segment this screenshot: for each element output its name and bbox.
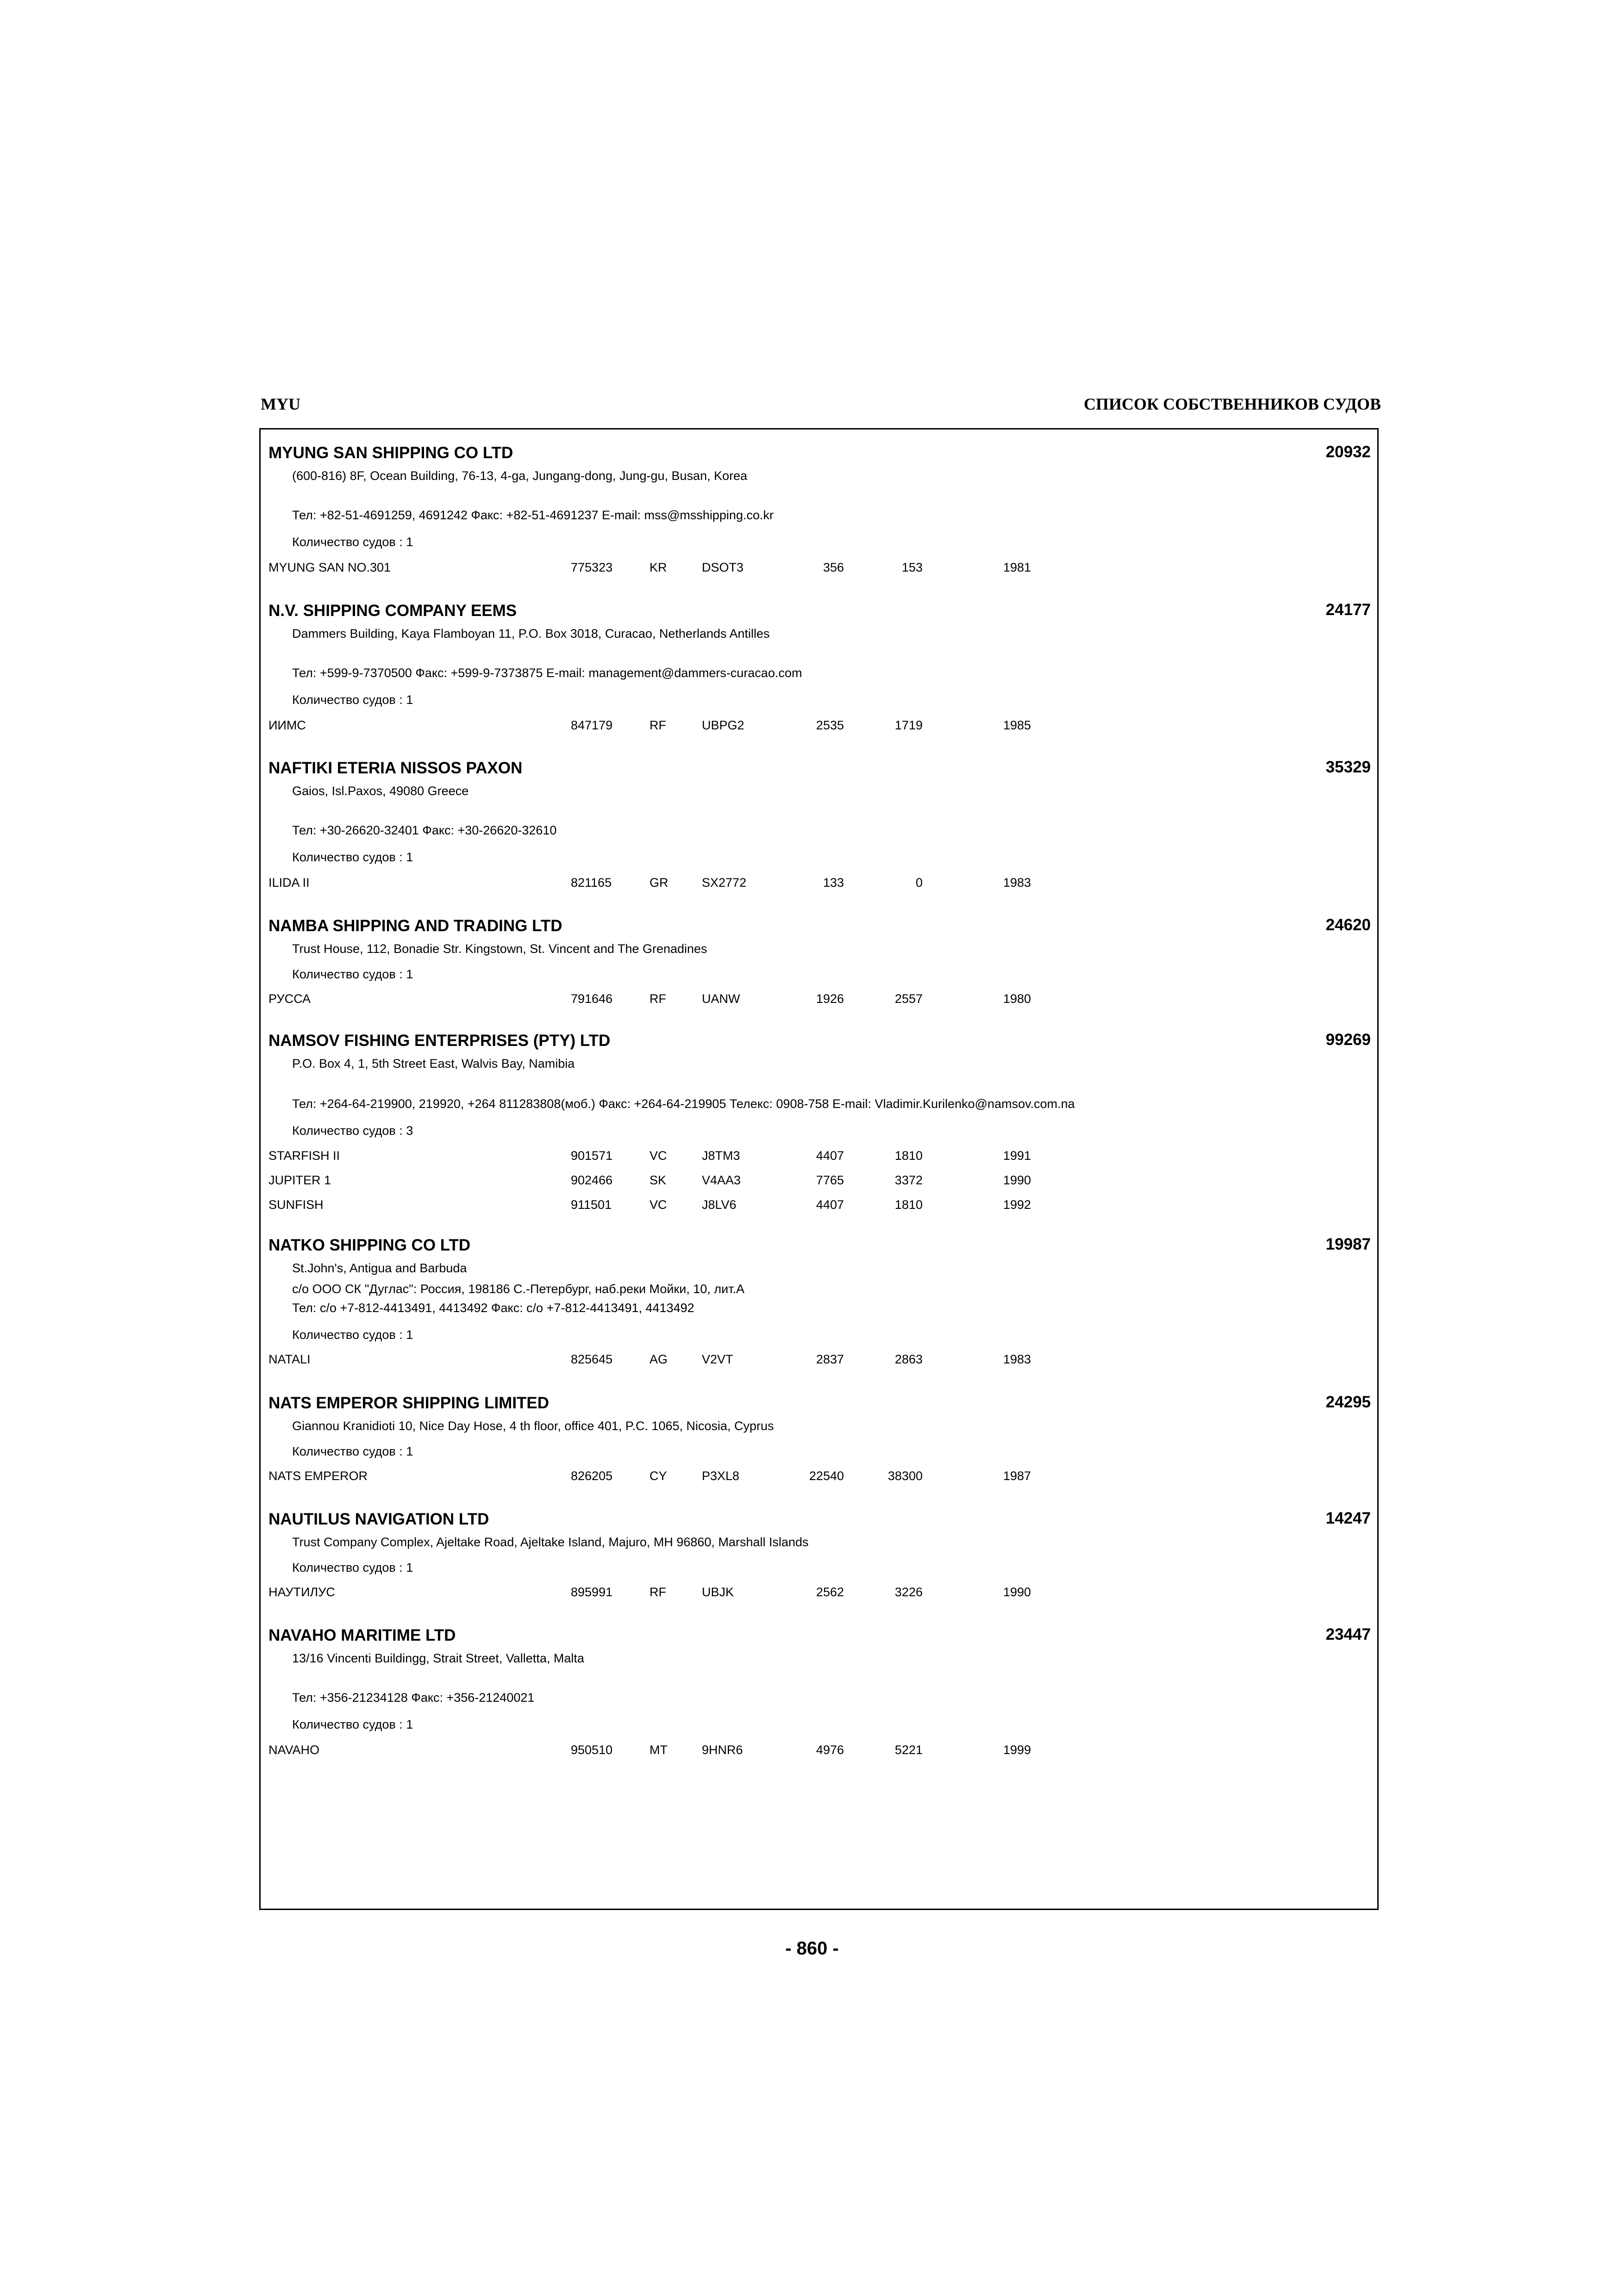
owner-contact: Тел: c/o +7-812-4413491, 4413492 Факс: c/o +7-812-4413491, 4413492 [292, 1301, 694, 1315]
ship-gross-tonnage: 2562 [816, 1585, 844, 1599]
ship-year: 1983 [1003, 1352, 1031, 1366]
ship-gross-tonnage: 356 [823, 560, 844, 574]
ship-flag: SK [650, 1173, 667, 1187]
owner-contact: Тел: +82-51-4691259, 4691242 Факс: +82-51-4691237 E-mail: mss@msshipping.co.kr [292, 508, 774, 522]
ship-call-sign: DSOT3 [702, 560, 744, 574]
ship-row [261, 875, 1377, 890]
owner-name: MYUNG SAN SHIPPING CO LTD [269, 444, 513, 462]
owner-id: 99269 [1325, 1031, 1371, 1049]
ship-call-sign: V4AA3 [702, 1173, 741, 1187]
ship-row [261, 717, 1377, 733]
fleet-count: Количество судов : 1 [292, 1328, 413, 1342]
ship-deadweight: 3226 [894, 1585, 923, 1599]
owner-id: 14247 [1325, 1509, 1371, 1527]
ship-name: ILIDA II [269, 876, 310, 890]
owner-name: NAMSOV FISHING ENTERPRISES (PTY) LTD [269, 1032, 611, 1050]
ship-number: 902466 [571, 1173, 613, 1187]
ship-gross-tonnage: 133 [823, 876, 844, 890]
ship-deadweight: 153 [901, 560, 923, 574]
fleet-count: Количество судов : 1 [292, 535, 413, 549]
list-title: СПИСОК СОБСТВЕННИКОВ СУДОВ [1083, 395, 1381, 413]
owner-name: NAFTIKI ETERIA NISSOS PAXON [269, 759, 523, 777]
ship-call-sign: P3XL8 [702, 1469, 740, 1483]
ship-flag: GR [650, 876, 668, 890]
owner-address: P.O. Box 4, 1, 5th Street East, Walvis Bay, Namibia [292, 1057, 575, 1070]
owner-contact: Тел: +264-64-219900, 219920, +264 811283808(моб.) Факс: +264-64-219905 Телекс: 0908-758 E-mail: Vladimir.Kurilenko@namsov.com.na [292, 1097, 1075, 1111]
ship-deadweight: 1719 [894, 718, 923, 732]
ship-deadweight: 5221 [894, 1743, 923, 1757]
ship-flag: RF [650, 992, 666, 1006]
page-number: - 860 - [785, 1938, 839, 1959]
ship-name: JUPITER 1 [269, 1173, 331, 1187]
ship-deadweight: 38300 [887, 1469, 923, 1483]
ship-call-sign: UBJK [702, 1585, 734, 1599]
ship-year: 1991 [1003, 1149, 1031, 1163]
registry-frame [259, 428, 1379, 1910]
ship-name: NAVAHO [269, 1743, 320, 1757]
ship-call-sign: J8TM3 [702, 1149, 740, 1163]
owner-address: Gaios, Isl.Paxos, 49080 Greece [292, 784, 469, 798]
ship-row [261, 1742, 1377, 1758]
ship-call-sign: UANW [702, 992, 740, 1006]
owner-id: 20932 [1325, 443, 1371, 461]
ship-row [261, 1172, 1377, 1188]
ship-gross-tonnage: 7765 [816, 1173, 844, 1187]
ship-deadweight: 2863 [894, 1352, 923, 1366]
ship-flag: CY [650, 1469, 667, 1483]
owner-address: Giannou Kranidioti 10, Nice Day Hose, 4 th floor, office 401, P.C. 1065, Nicosia, Cyprus [292, 1419, 774, 1433]
ship-flag: MT [650, 1743, 668, 1757]
owner-address-secondary: c/o ООО СК "Дуглас": Россия, 198186 С.-Петербург, наб.реки Мойки, 10, лит.А [292, 1282, 745, 1296]
ship-name: NATALI [269, 1352, 311, 1366]
ship-year: 1981 [1003, 560, 1031, 574]
ship-number: 847179 [571, 718, 613, 732]
fleet-count: Количество судов : 3 [292, 1124, 413, 1138]
ship-name: SUNFISH [269, 1198, 324, 1212]
ship-flag: RF [650, 1585, 666, 1599]
ship-deadweight: 0 [915, 876, 923, 890]
ship-gross-tonnage: 2837 [816, 1352, 844, 1366]
ship-year: 1985 [1003, 718, 1031, 732]
owner-id: 24295 [1325, 1393, 1371, 1411]
owner-contact: Тел: +599-9-7370500 Факс: +599-9-7373875 E-mail: management@dammers-curacao.com [292, 666, 802, 680]
ship-name: РУССА [269, 992, 311, 1006]
owner-name: NATS EMPEROR SHIPPING LIMITED [269, 1394, 550, 1412]
owner-name: N.V. SHIPPING COMPANY EEMS [269, 602, 517, 620]
ship-name: MYUNG SAN NO.301 [269, 560, 391, 574]
fleet-count: Количество судов : 1 [292, 1444, 413, 1458]
fleet-count: Количество судов : 1 [292, 1717, 413, 1731]
ship-flag: VC [650, 1149, 667, 1163]
ship-deadweight: 3372 [894, 1173, 923, 1187]
ship-row [261, 1148, 1377, 1164]
ship-gross-tonnage: 1926 [816, 992, 844, 1006]
ship-flag: AG [650, 1352, 668, 1366]
ship-number: 825645 [571, 1352, 613, 1366]
fleet-count: Количество судов : 1 [292, 850, 413, 864]
ship-call-sign: J8LV6 [702, 1198, 737, 1212]
owner-name: NAUTILUS NAVIGATION LTD [269, 1510, 489, 1528]
ship-number: 895991 [571, 1585, 613, 1599]
ship-call-sign: V2VT [702, 1352, 733, 1366]
running-header [261, 394, 1381, 417]
ship-year: 1983 [1003, 876, 1031, 890]
owner-name: NAMBA SHIPPING AND TRADING LTD [269, 917, 562, 935]
owner-name: NATKO SHIPPING CO LTD [269, 1236, 471, 1254]
owner-id: 19987 [1325, 1235, 1371, 1253]
ship-number: 911501 [571, 1198, 612, 1212]
ship-year: 1980 [1003, 992, 1031, 1006]
owner-address: Trust House, 112, Bonadie Str. Kingstown, St. Vincent and The Grenadines [292, 942, 707, 956]
ship-deadweight: 1810 [894, 1149, 923, 1163]
owner-address: (600-816) 8F, Ocean Building, 76-13, 4-ga, Jungang-dong, Jung-gu, Busan, Korea [292, 469, 748, 483]
ship-number: 821165 [571, 876, 612, 890]
owner-address: 13/16 Vincenti Buildingg, Strait Street, Valletta, Malta [292, 1651, 584, 1665]
ship-row [261, 1197, 1377, 1213]
ship-year: 1987 [1003, 1469, 1031, 1483]
ship-deadweight: 2557 [894, 992, 923, 1006]
owner-contact: Тел: +356-21234128 Факс: +356-21240021 [292, 1691, 535, 1705]
ship-gross-tonnage: 4407 [816, 1149, 844, 1163]
fleet-count: Количество судов : 1 [292, 1561, 413, 1574]
owner-id: 23447 [1325, 1625, 1371, 1643]
owner-address: Trust Company Complex, Ajeltake Road, Ajeltake Island, Majuro, MH 96860, Marshall Islands [292, 1535, 809, 1549]
ship-call-sign: UBPG2 [702, 718, 744, 732]
owner-id: 24620 [1325, 916, 1371, 934]
ship-row [261, 991, 1377, 1007]
ship-number: 826205 [571, 1469, 613, 1483]
ship-number: 775323 [571, 560, 613, 574]
owner-id: 24177 [1325, 601, 1371, 619]
ship-flag: VC [650, 1198, 667, 1212]
ship-number: 950510 [571, 1743, 613, 1757]
owner-id: 35329 [1325, 758, 1371, 776]
ship-number: 901571 [571, 1149, 613, 1163]
ship-call-sign: SX2772 [702, 876, 747, 890]
owner-name: NAVAHO MARITIME LTD [269, 1626, 456, 1644]
fleet-count: Количество судов : 1 [292, 967, 413, 981]
ship-deadweight: 1810 [894, 1198, 923, 1212]
ship-call-sign: 9HNR6 [702, 1743, 743, 1757]
ship-gross-tonnage: 4976 [816, 1743, 844, 1757]
ship-row [261, 1468, 1377, 1484]
ship-name: ИИМС [269, 718, 306, 732]
ship-year: 1990 [1003, 1173, 1031, 1187]
owner-address: Dammers Building, Kaya Flamboyan 11, P.O. Box 3018, Curacao, Netherlands Antilles [292, 627, 770, 641]
ship-name: STARFISH II [269, 1149, 340, 1163]
owner-address: St.John's, Antigua and Barbuda [292, 1261, 467, 1275]
owner-contact: Тел: +30-26620-32401 Факс: +30-26620-32610 [292, 823, 557, 837]
ship-flag: RF [650, 718, 666, 732]
ship-year: 1992 [1003, 1198, 1031, 1212]
ship-name: НАУТИЛУС [269, 1585, 335, 1599]
fleet-count: Количество судов : 1 [292, 693, 413, 707]
ship-year: 1999 [1003, 1743, 1031, 1757]
ship-gross-tonnage: 4407 [816, 1198, 844, 1212]
ship-name: NATS EMPEROR [269, 1469, 368, 1483]
ship-number: 791646 [571, 992, 613, 1006]
ship-row [261, 1351, 1377, 1367]
ship-row [261, 560, 1377, 575]
ship-flag: KR [650, 560, 667, 574]
ship-year: 1990 [1003, 1585, 1031, 1599]
ship-row [261, 1584, 1377, 1600]
ship-gross-tonnage: 2535 [816, 718, 844, 732]
ship-gross-tonnage: 22540 [809, 1469, 844, 1483]
section-letters: MYU [261, 395, 300, 413]
